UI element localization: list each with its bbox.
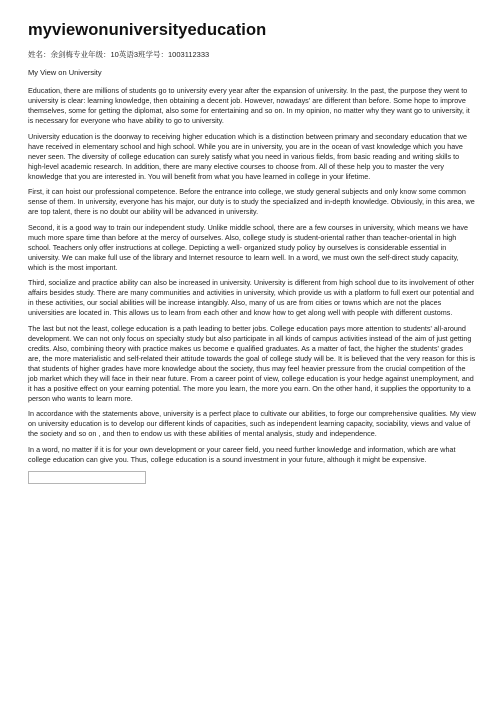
author-meta-line: 姓名：余剑梅专业年级：10英语3班学号：1003112333 <box>28 50 210 59</box>
empty-footer-box <box>28 471 146 484</box>
paragraph-2: University education is the doorway to receiving higher education which is a distinction between primary and secondary education that we have received in elementary school and high school. While you are in university, you are in the ocean of vast knowledge which you have never seen. The diversity of college education can surely satisfy what you need in various fields, from basic reading and writing skills to high-level academic research. In addition, there are many elective courses to choose from. All of these help you to master the very knowledge that you are interested in. You will benefit from what you have learned in college in your lifetime. <box>28 131 467 181</box>
paragraph-8: In a word, no matter if it is for your own development or your career field, you need further knowledge and information, which are what college education can give you. Thus, college education is a sound investment in your future, although it might be expensive. <box>28 444 456 464</box>
paragraph-7: In accordance with the statements above, university is a perfect place to cultivate our abilities, to forge our comprehensive qualities. My view on university education is to develop our different kinds of capacities, such as independent learning capacity, sociability, views and value of the society and so on , and then to endow us with these abilities of mental analysis, study and independence. <box>28 409 476 438</box>
document-title: myviewonuniversityeducation <box>28 21 267 39</box>
paragraph-6: The last but not the least, college education is a path leading to better jobs. College education pays more attention to students' all-around development. We can not only focus on specialty study but also participate in all kinds of campus activities instead of the aim of just getting credits. Also, combining theory with practice makes us become e qualified graduates. As a matter of fact, the higher the students' grades are, the more materialistic and self-related their attitude towards the goal of college study will be. It is believed that the very reason for this is that students of higher grades have more knowledge about the society, thus may feel heavier pressure from the crucial competition of the job market which they will face in their near future. From a career point of view, college education is your hedge against unemployment, and it has a positive effect on your earning potential. The more you learn, the more you earn. On the other hand, it supplies the opportunity to a person who wants to learn more. <box>28 323 476 403</box>
paragraph-3: First, it can hoist our professional competence. Before the entrance into college, we study general subjects and only know some common sense of them. In university, everyone has his major, our duty is to study the specialized and in-depth knowledge. Obviously, in this area, we are top talent, there is no doubt our ability will be advanced in university. <box>28 187 475 216</box>
paragraph-5: Third, socialize and practice ability can also be increased in university. University is different from high school due to its involvement of other affairs besides study. There are many communities and activities in university, which provide us with a platform to full exert our potential and in these activities, our social abilities will be increase intangibly. Also, many of us are from cities or towns which are not the places universities are located in. This allows us to learn from each other and know how to get along well with people with different customs. <box>28 278 475 317</box>
paragraph-4: Second, it is a good way to train our independent study. Unlike middle school, there are a few courses in university, which means we have much more spare time than before at the mercy of ourselves. Also, college study is student-oriental rather than teacher-oriental in high school. Teachers only offer instructions at college. Depicting a well- organized study policy by ourselves is considerable essential in university. We can make full use of the library and Internet resource to learn well. In a word, we must own the self-direct study capacity, which is the most important. <box>28 222 469 272</box>
essay-subtitle: My View on University <box>28 68 102 77</box>
paragraph-1: Education, there are millions of students go to university every year after the expansion of university. In the past, the purpose they went to university is clear: learning knowledge, then obtaining a decent job. However, nowadays' are different than before. Some hope to improve themselves, some for getting the diplomat, also some for entertaining and so on. In my opinion, no matter why they want go to university, it is necessary for everyone who have ability to go to university. <box>28 86 470 125</box>
